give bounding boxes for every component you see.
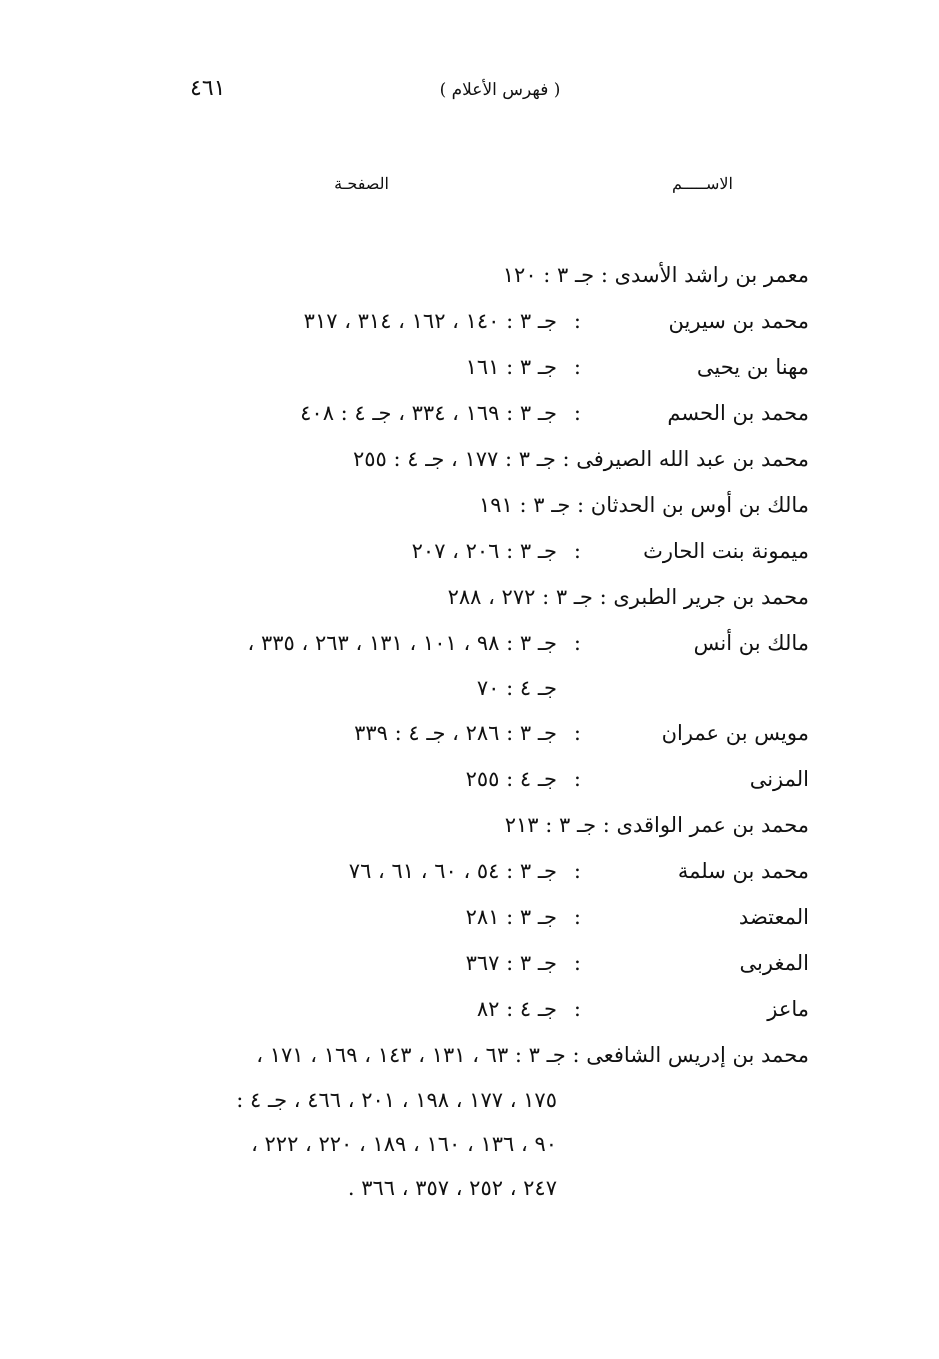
entry-text: محمد بن عبد الله الصيرفى : جـ ٣ : ١٧٧ ، جـ ٤ : ٢٥٥ — [352, 447, 809, 471]
index-entry — [119, 620, 809, 666]
entry-page-refs: جـ ٣ : ١٤٠ ، ١٦٢ ، ٣١٤ ، ٣١٧ — [303, 309, 557, 333]
entry-separator: : — [573, 539, 581, 563]
index-entry — [119, 802, 809, 848]
index-entry — [119, 436, 809, 482]
index-entry — [119, 710, 809, 756]
entry-text: محمد بن جرير الطبرى : جـ ٣ : ٢٧٢ ، ٢٨٨ — [447, 585, 809, 609]
entry-name: محمد بن الحسم — [667, 401, 809, 425]
entry-text: معمر بن راشد الأسدى : جـ ٣ : ١٢٠ — [502, 263, 809, 287]
index-entry — [119, 574, 809, 620]
entry-name: ماعز — [767, 997, 809, 1021]
entry-page-refs: جـ ٣ : ٢٨٦ ، جـ ٤ : ٣٣٩ — [354, 721, 557, 745]
entry-page-refs: ٩٠ ، ١٣٦ ، ١٦٠ ، ١٨٩ ، ٢٢٠ ، ٢٢٢ ، — [251, 1132, 557, 1156]
index-entry — [119, 986, 809, 1032]
entry-name: مالك بن أنس — [693, 631, 809, 655]
entry-page-refs: جـ ٣ : ٢٨١ — [465, 905, 557, 929]
entry-page-refs: جـ ٣ : ١٦٩ ، ٣٣٤ ، جـ ٤ : ٤٠٨ — [300, 401, 557, 425]
index-entries — [119, 252, 809, 1210]
entry-separator: : — [573, 401, 581, 425]
entry-page-refs: جـ ٣ : ٣٦٧ — [465, 951, 557, 975]
page-number: ٤٦١ — [190, 76, 226, 101]
entry-name: مويس بن عمران — [661, 721, 809, 745]
entry-name: محمد بن سيرين — [668, 309, 809, 333]
entry-separator: : — [573, 767, 581, 791]
entry-name: ميمونة بنت الحارث — [643, 539, 809, 563]
entry-text: محمد بن عمر الواقدى : جـ ٣ : ٢١٣ — [504, 813, 809, 837]
entry-separator: : — [573, 721, 581, 745]
entry-separator: : — [573, 859, 581, 883]
entry-page-refs: جـ ٣ : ٢٠٦ ، ٢٠٧ — [411, 539, 557, 563]
column-header-name: الاســـــم — [671, 174, 733, 193]
entry-page-refs: ٢٤٧ ، ٢٥٢ ، ٣٥٧ ، ٣٦٦ . — [347, 1176, 557, 1200]
entry-separator: : — [573, 309, 581, 333]
entry-page-refs: جـ ٤ : ٧٠ — [476, 676, 557, 700]
entry-name: المزنى — [749, 767, 809, 791]
entry-page-refs: جـ ٣ : ٥٤ ، ٦٠ ، ٦١ ، ٧٦ — [348, 859, 557, 883]
entry-separator: : — [573, 997, 581, 1021]
entry-page-refs: ١٧٥ ، ١٧٧ ، ١٩٨ ، ٢٠١ ، ٤٦٦ ، جـ ٤ : — [236, 1088, 557, 1112]
entry-page-refs: جـ ٣ : ١٦١ — [465, 355, 557, 379]
entry-name: مهنا بن يحيى — [696, 355, 809, 379]
entry-page-refs: جـ ٤ : ٨٢ — [476, 997, 557, 1021]
index-entry — [119, 390, 809, 436]
index-entry — [119, 756, 809, 802]
entry-name: محمد بن سلمة — [677, 859, 809, 883]
entry-name: المغربى — [739, 951, 809, 975]
column-header-page: الصفحـة — [334, 174, 389, 193]
entry-page-refs: جـ ٤ : ٢٥٥ — [465, 767, 557, 791]
entry-text: محمد بن إدريس الشافعى : جـ ٣ : ٦٣ ، ١٣١ ، ١٤٣ ، ١٦٩ ، ١٧١ ، — [256, 1043, 809, 1067]
entry-separator: : — [573, 631, 581, 655]
entry-text: مالك بن أوس بن الحدثان : جـ ٣ : ١٩١ — [479, 493, 809, 517]
running-title: ( فهرس الأعلام ) — [439, 80, 561, 100]
entry-continuation — [119, 1166, 809, 1210]
entry-continuation — [119, 1122, 809, 1166]
index-entry — [119, 344, 809, 390]
index-entry — [119, 252, 809, 298]
index-entry — [119, 482, 809, 528]
entry-continuation — [119, 666, 809, 710]
entry-name: المعتضد — [738, 905, 809, 929]
entry-separator: : — [573, 905, 581, 929]
entry-page-refs: جـ ٣ : ٩٨ ، ١٠١ ، ١٣١ ، ٢٦٣ ، ٣٣٥ ، — [247, 631, 557, 655]
index-entry — [119, 894, 809, 940]
entry-continuation — [119, 1078, 809, 1122]
entry-separator: : — [573, 355, 581, 379]
index-entry — [119, 1032, 809, 1078]
index-entry — [119, 298, 809, 344]
index-entry — [119, 848, 809, 894]
entry-separator: : — [573, 951, 581, 975]
index-entry — [119, 528, 809, 574]
index-entry — [119, 940, 809, 986]
